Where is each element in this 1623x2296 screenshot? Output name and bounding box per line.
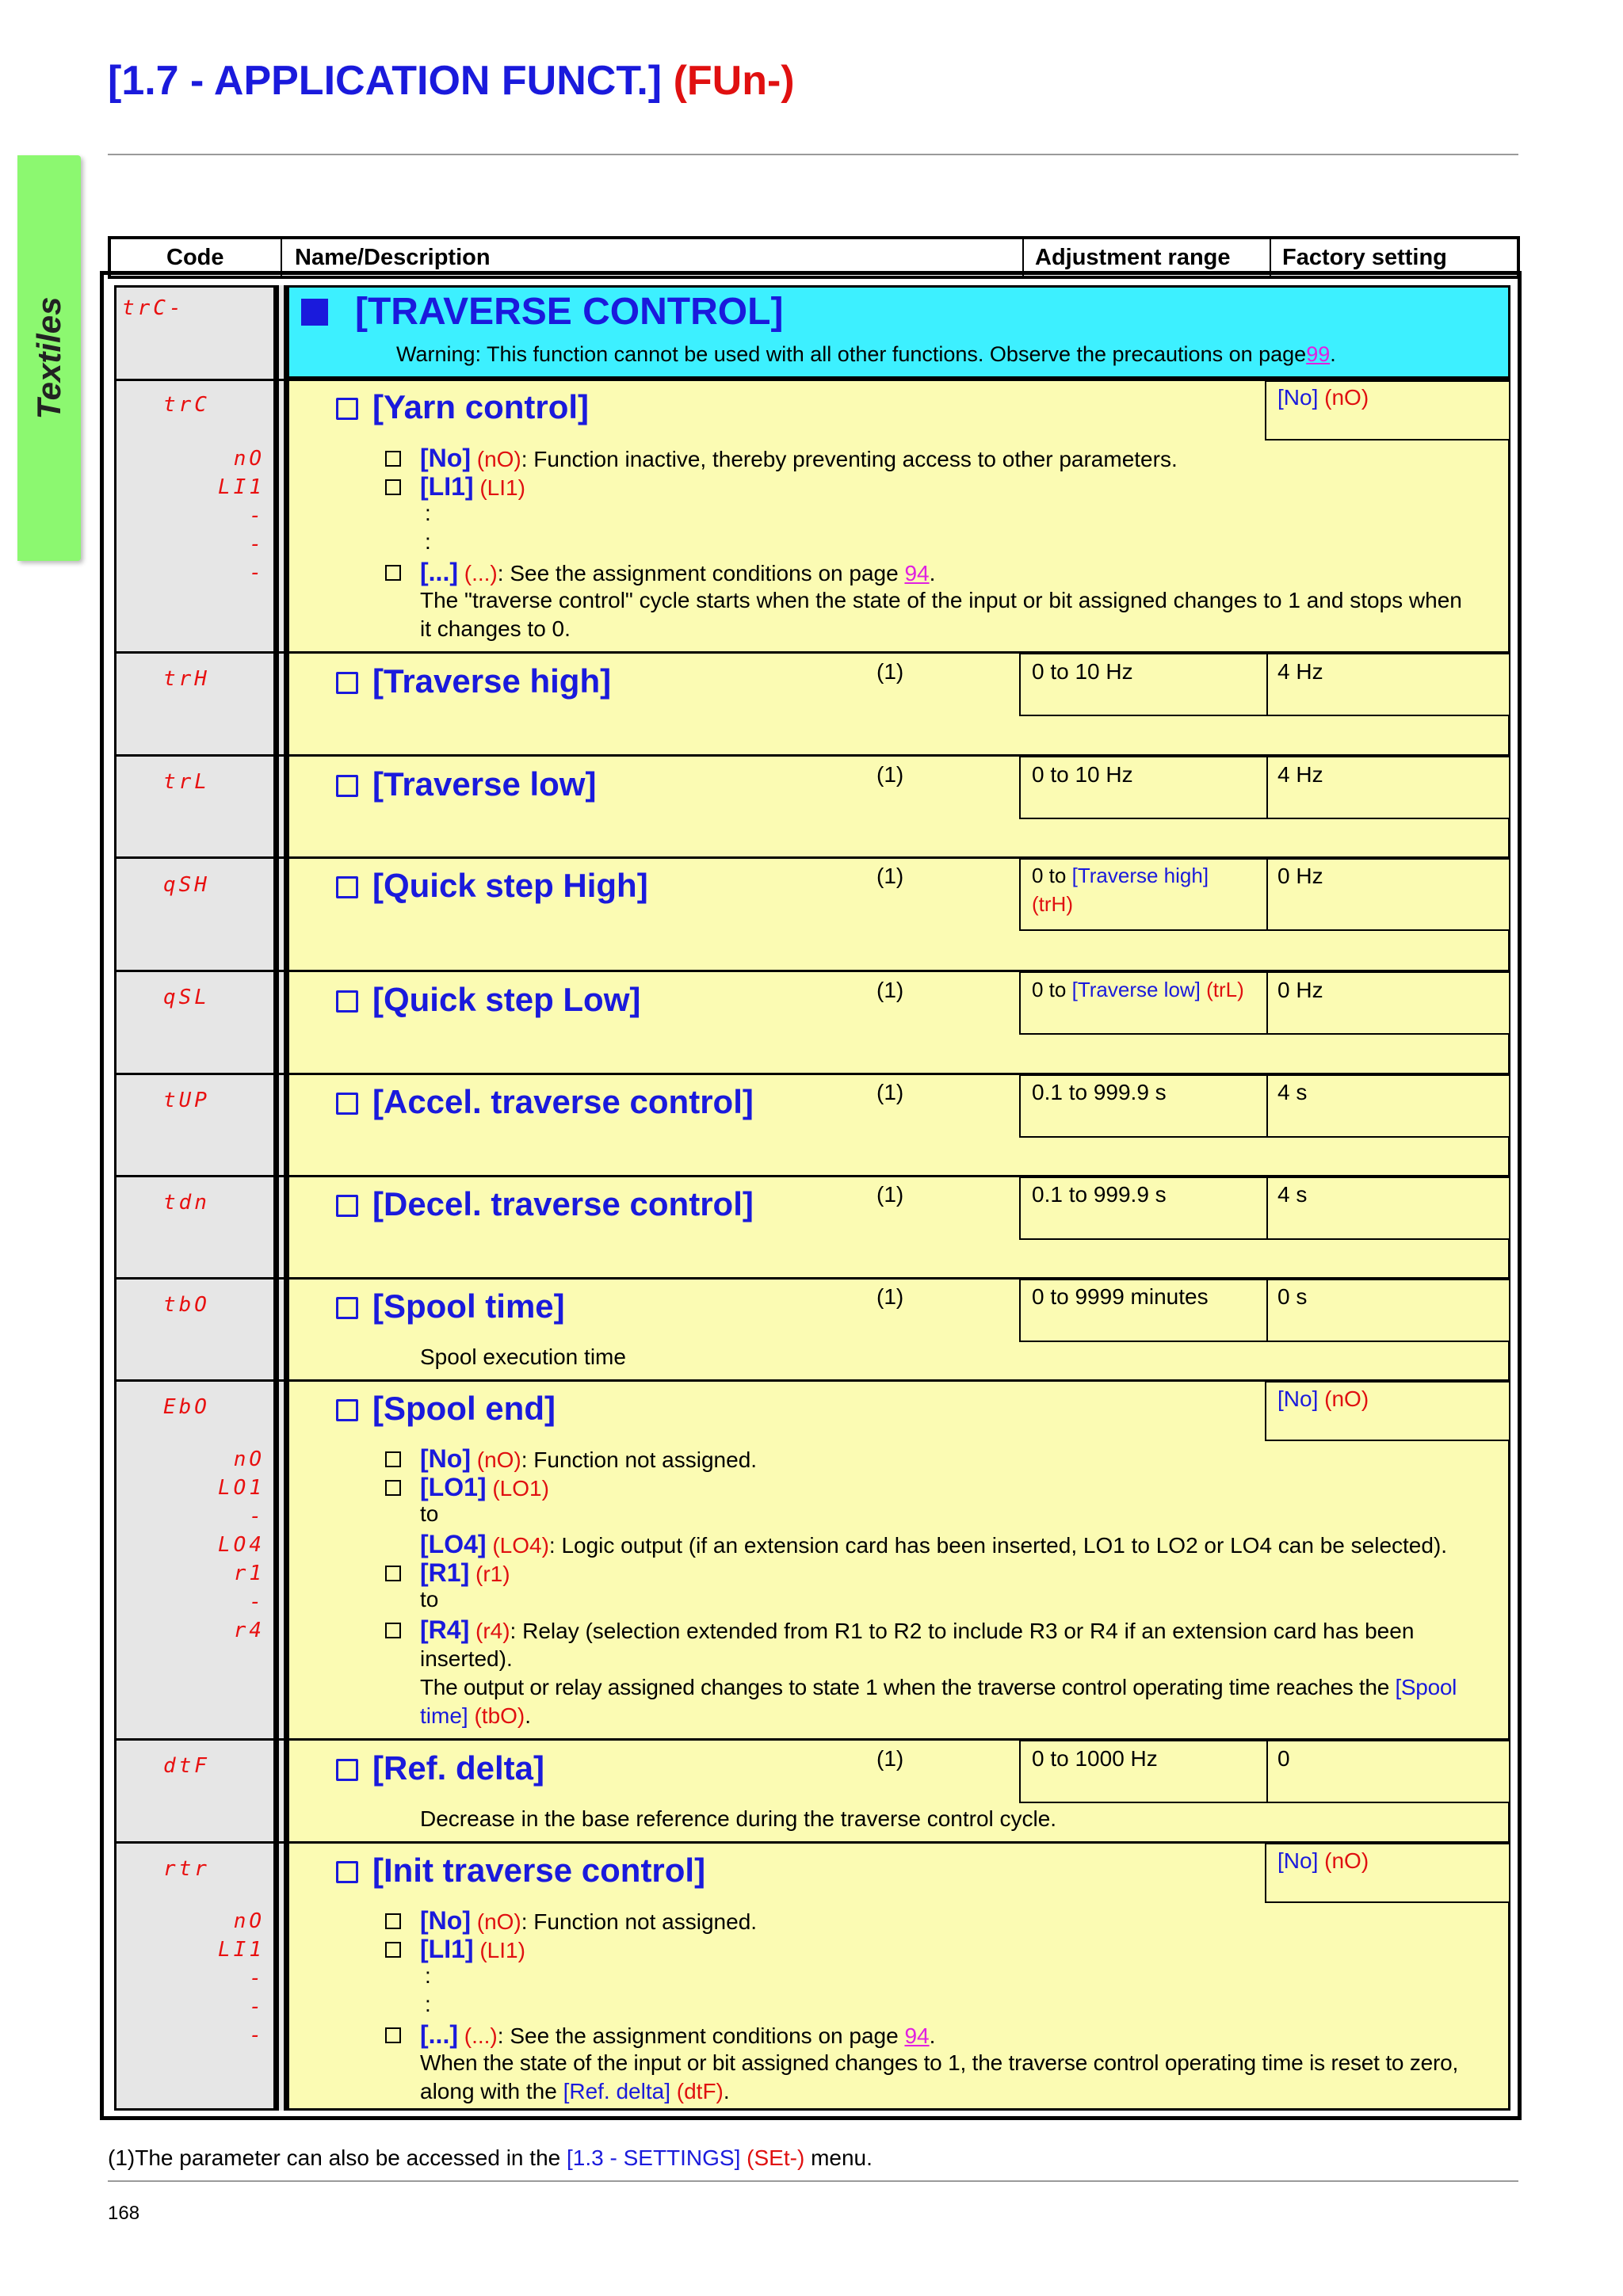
param-range: 0 to [Traverse low] (trL) xyxy=(1032,978,1244,1001)
param-title: [Traverse high] xyxy=(336,662,611,700)
checkbox-icon xyxy=(336,1399,358,1421)
param-title: [Decel. traverse control] xyxy=(336,1185,754,1223)
param-description: it changes to 0. xyxy=(420,616,571,641)
footnote: (1)The parameter can also be accessed in the [1.3 - SETTINGS] (SEt-) menu. xyxy=(108,2145,873,2170)
option-code: nO xyxy=(233,1447,265,1471)
param-code: tdn xyxy=(163,1191,210,1215)
option-lo1: [LO1] (LO1) xyxy=(385,1473,549,1502)
option-other: [...] (...): See the assignment conditions on page 94. xyxy=(385,558,935,587)
param-title: [Accel. traverse control] xyxy=(336,1083,754,1121)
param-code: rtr xyxy=(163,1857,210,1881)
option-li1: [LI1] (LI1) xyxy=(385,472,525,502)
warning-page-link[interactable]: 99 xyxy=(1306,342,1331,366)
param-code: qSL xyxy=(163,986,210,1009)
param-note: (1) xyxy=(876,762,904,787)
option-li1: [LI1] (LI1) xyxy=(385,1935,525,1964)
param-note: (1) xyxy=(876,978,904,1002)
section-title xyxy=(301,290,783,334)
param-note: (1) xyxy=(876,864,904,888)
option-other: [...] (...): See the assignment conditions on page 94. xyxy=(385,2020,935,2050)
param-title: [Quick step Low] xyxy=(336,981,640,1019)
side-tab-label: Textiles xyxy=(30,296,67,420)
param-factory: 0 s xyxy=(1277,1284,1308,1309)
option-ellipsis: : xyxy=(425,501,431,525)
checkbox-icon xyxy=(336,1093,358,1115)
param-title: [Ref. delta] xyxy=(336,1749,544,1787)
checkbox-icon xyxy=(336,1861,358,1883)
param-range: 0 to 10 Hz xyxy=(1032,762,1133,787)
header-range: Adjustment range xyxy=(1035,245,1231,270)
param-description: The output or relay assigned changes to state 1 when the traverse control operating time reaches the [Spool xyxy=(420,1675,1457,1699)
option-square-icon xyxy=(385,2027,401,2043)
option-code: - xyxy=(249,1505,265,1528)
section-warning xyxy=(396,342,1336,367)
page-title-text: [1.7 - APPLICATION FUNCT.] xyxy=(108,58,663,104)
option-square-icon xyxy=(385,565,401,581)
param-range: 0.1 to 999.9 s xyxy=(1032,1182,1167,1207)
param-code: trH xyxy=(163,667,210,691)
param-factory: 4 s xyxy=(1277,1080,1308,1104)
param-description: inserted). xyxy=(420,1646,513,1671)
option-square-icon xyxy=(385,1913,401,1929)
option-r1: [R1] (r1) xyxy=(385,1558,510,1588)
checkbox-icon xyxy=(336,398,358,420)
option-code: - xyxy=(249,504,265,528)
page-title-code: (FUn-) xyxy=(673,58,795,104)
param-factory: 0 Hz xyxy=(1277,864,1323,888)
param-description: Decrease in the base reference during the traverse control cycle. xyxy=(420,1806,1057,1831)
factory-value: [No] (nO) xyxy=(1277,385,1369,410)
param-range: 0 to 1000 Hz xyxy=(1032,1746,1158,1771)
section-title-text: [TRAVERSE CONTROL] xyxy=(355,291,784,333)
bottom-rule xyxy=(108,2180,1518,2182)
param-factory: 4 Hz xyxy=(1277,659,1323,684)
factory-value: [No] (nO) xyxy=(1277,1848,1369,1873)
param-title: [Spool time] xyxy=(336,1287,565,1325)
option-square-icon xyxy=(385,1451,401,1467)
side-tab xyxy=(17,155,81,561)
option-no: [No] (nO): Function not assigned. xyxy=(385,1906,757,1936)
section-square-icon xyxy=(301,299,328,326)
option-code: r4 xyxy=(233,1619,265,1642)
section-code: trC- xyxy=(122,296,185,320)
option-square-icon xyxy=(385,479,401,495)
param-range: 0 to [Traverse high] xyxy=(1032,864,1209,887)
checkbox-icon xyxy=(336,1759,358,1781)
option-code: LI1 xyxy=(218,1938,265,1962)
param-range: 0 to 10 Hz xyxy=(1032,659,1133,684)
option-r4: [R4] (r4): Relay (selection extended from R1 to R2 to include R3 or R4 if an extension card has been xyxy=(385,1615,1414,1645)
checkbox-icon xyxy=(336,1297,358,1319)
param-title: [Init traverse control] xyxy=(336,1852,705,1890)
option-to: to xyxy=(420,1501,439,1526)
option-code: LI1 xyxy=(218,475,265,499)
checkbox-icon xyxy=(336,775,358,797)
option-ellipsis: : xyxy=(425,529,431,554)
param-code: trC xyxy=(163,393,210,417)
header-factory: Factory setting xyxy=(1282,245,1447,270)
option-code: - xyxy=(249,1590,265,1614)
option-lo4: [LO4] (LO4): Logic output (if an extension card has been inserted, LO1 to LO2 or LO4 can be selected). xyxy=(420,1530,1448,1558)
param-description: The "traverse control" cycle starts when the state of the input or bit assigned changes to 1 and stops when xyxy=(420,588,1462,612)
option-square-icon xyxy=(385,1942,401,1958)
param-note: (1) xyxy=(876,1746,904,1771)
param-factory: 4 Hz xyxy=(1277,762,1323,787)
param-code: tbO xyxy=(163,1293,210,1317)
param-title: [Yarn control] xyxy=(336,388,589,426)
param-note: (1) xyxy=(876,1182,904,1207)
option-square-icon xyxy=(385,1566,401,1581)
param-description: time] (tbO). xyxy=(420,1703,532,1728)
param-factory: 4 s xyxy=(1277,1182,1308,1207)
option-code: r1 xyxy=(233,1562,265,1585)
option-code: LO1 xyxy=(218,1476,265,1500)
checkbox-icon xyxy=(336,672,358,694)
param-description: along with the [Ref. delta] (dtF). xyxy=(420,2079,730,2103)
page-number: 168 xyxy=(108,2203,140,2224)
param-description: When the state of the input or bit assigned changes to 1, the traverse control operating time is reset to zero, xyxy=(420,2050,1459,2075)
header-name: Name/Description xyxy=(295,245,491,270)
warning-end: . xyxy=(1330,342,1336,366)
factory-value: [No] (nO) xyxy=(1277,1386,1369,1411)
checkbox-icon xyxy=(336,1195,358,1217)
option-code: - xyxy=(249,1995,265,2019)
option-ellipsis: : xyxy=(425,1963,431,1988)
option-code: nO xyxy=(233,1909,265,1933)
page-link[interactable]: 94 xyxy=(904,561,930,585)
param-code: dtF xyxy=(163,1754,210,1778)
option-code: - xyxy=(249,532,265,556)
page-title xyxy=(108,57,795,105)
checkbox-icon xyxy=(336,876,358,898)
param-range-code: (trH) xyxy=(1032,892,1073,916)
option-square-icon xyxy=(385,1480,401,1496)
param-factory: 0 xyxy=(1277,1746,1290,1771)
warning-text: Warning: This function cannot be used with all other functions. Observe the precautions on page xyxy=(396,342,1307,366)
column-separator xyxy=(276,285,287,2111)
option-code: - xyxy=(249,2023,265,2047)
param-description: Spool execution time xyxy=(420,1344,626,1369)
param-note: (1) xyxy=(876,1284,904,1309)
param-factory: 0 Hz xyxy=(1277,978,1323,1002)
param-title: [Spool end] xyxy=(336,1390,556,1428)
option-no: [No] (nO): Function not assigned. xyxy=(385,1444,757,1474)
page-link[interactable]: 94 xyxy=(904,2023,930,2048)
top-rule xyxy=(108,154,1518,155)
param-note: (1) xyxy=(876,659,904,684)
param-range: 0 to 9999 minutes xyxy=(1032,1284,1209,1309)
option-code: LO4 xyxy=(218,1533,265,1557)
checkbox-icon xyxy=(336,990,358,1013)
param-code: qSH xyxy=(163,873,210,897)
option-to: to xyxy=(420,1587,439,1611)
param-note: (1) xyxy=(876,1080,904,1104)
param-title: [Traverse low] xyxy=(336,765,596,803)
option-ellipsis: : xyxy=(425,1992,431,2016)
option-square-icon xyxy=(385,1623,401,1638)
param-code: EbO xyxy=(163,1395,210,1419)
option-code: - xyxy=(249,1966,265,1990)
header-code: Code xyxy=(166,245,224,270)
param-code: tUP xyxy=(163,1089,210,1112)
param-title: [Quick step High] xyxy=(336,867,648,905)
option-code: - xyxy=(249,561,265,585)
option-square-icon xyxy=(385,451,401,467)
option-no: [No] (nO): Function inactive, thereby preventing access to other parameters. xyxy=(385,444,1178,473)
option-code: nO xyxy=(233,447,265,471)
param-range: 0.1 to 999.9 s xyxy=(1032,1080,1167,1104)
param-code: trL xyxy=(163,770,210,794)
